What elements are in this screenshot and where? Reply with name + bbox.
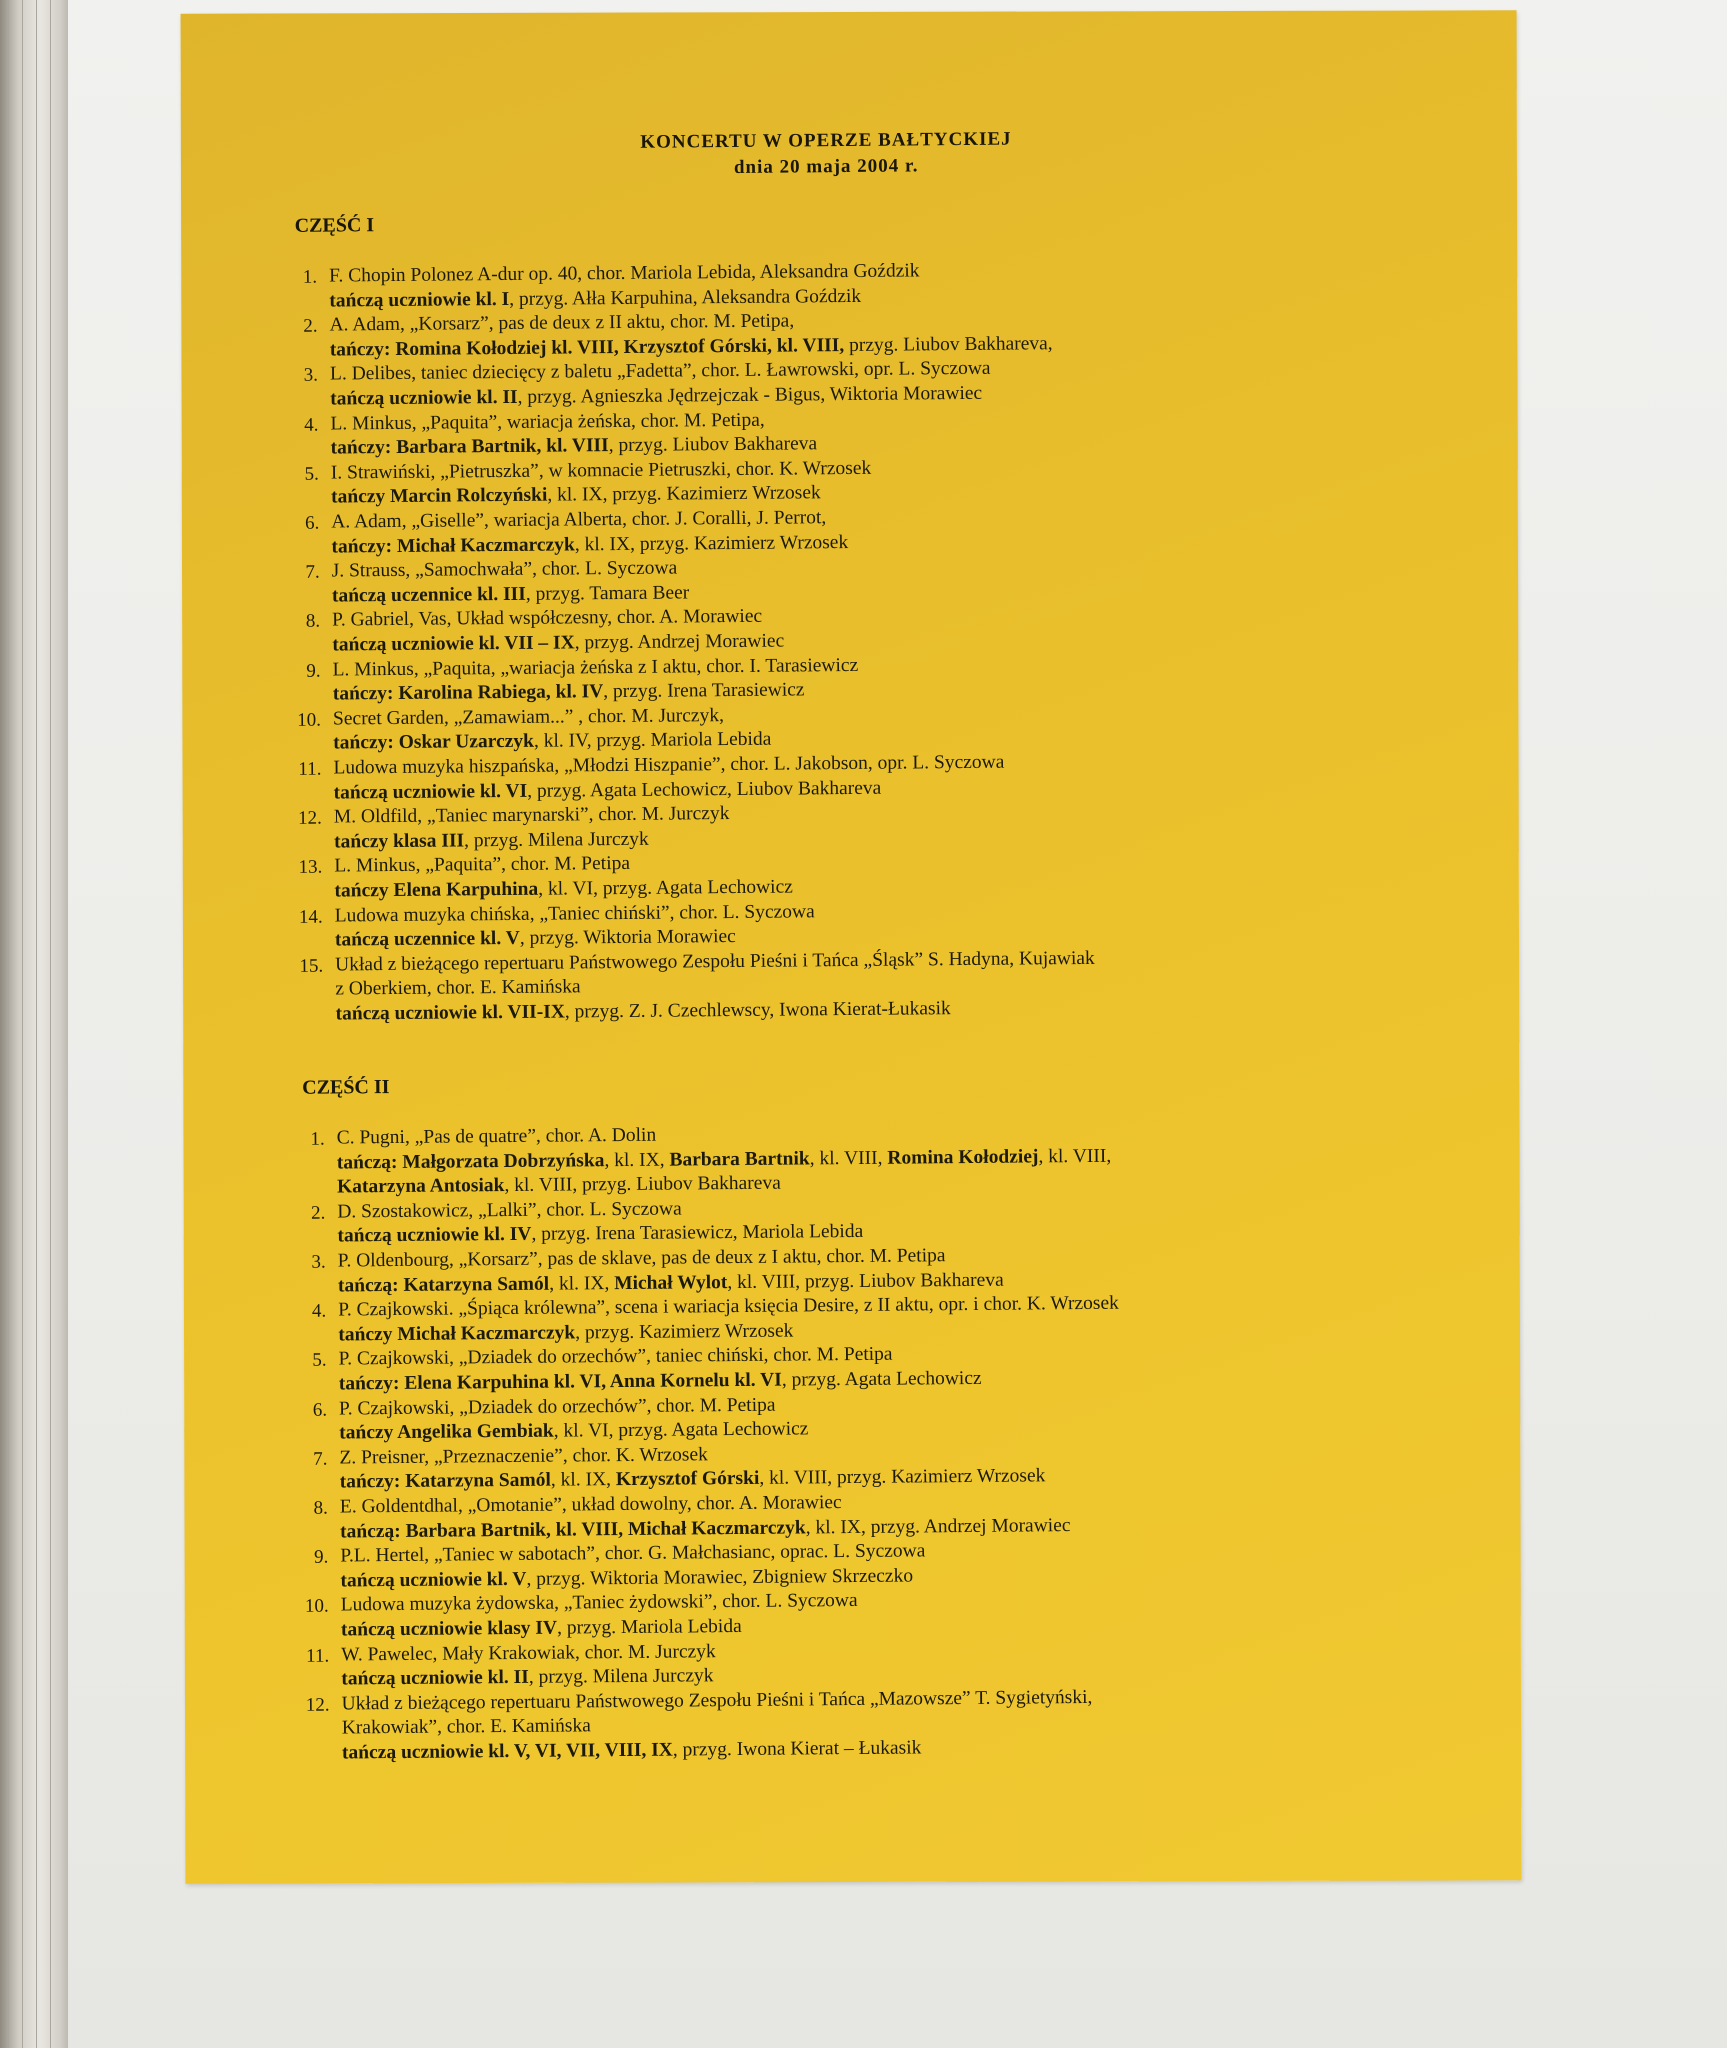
performer-text: tańczą uczennice kl. III bbox=[331, 583, 526, 607]
program-text: , kl. VIII, bbox=[809, 1147, 888, 1169]
performer-text: tańczą: Katarzyna Samól bbox=[337, 1273, 550, 1297]
program-text: , przyg. Ałła Karpuhina, Aleksandra Goździk bbox=[509, 285, 862, 310]
program-item-number: 4. bbox=[311, 1300, 327, 1322]
program-text: Układ z bieżącego repertuaru Państwowego Zespołu Pieśni i Tańca „Mazowsze” T. Sygietyński, bbox=[341, 1686, 1093, 1715]
program-text: , kl. IV, przyg. Mariola Lebida bbox=[533, 729, 772, 753]
performer-text: tańczą: Małgorzata Dobrzyńska bbox=[336, 1149, 605, 1174]
program-item-line bbox=[342, 1715, 591, 1741]
program-text: Z. Preisner, „Przeznaczenie”, chor. K. Wrzosek bbox=[339, 1444, 708, 1469]
program-text: , przyg. Z. J. Czechlewscy, Iwona Kierat-Łukasik bbox=[564, 998, 951, 1023]
program-text: Układ z bieżącego repertuaru Państwowego Zespołu Pieśni i Tańca „Śląsk” S. Hadyna, Kujawiak bbox=[335, 947, 1095, 976]
performer-text: tańczy: Karolina Rabiega, kl. IV bbox=[332, 681, 604, 705]
program-item-line bbox=[333, 728, 771, 756]
program-item-number: 9. bbox=[306, 660, 321, 682]
performer-text: tańczą uczniowie klasy IV bbox=[340, 1617, 558, 1641]
program-item-number: 13. bbox=[298, 857, 323, 879]
program-item-line bbox=[330, 408, 764, 436]
performer-text: Barbara Bartnik bbox=[669, 1147, 810, 1171]
program-text: , przyg. Agata Lechowicz bbox=[781, 1367, 982, 1391]
page-edge-line bbox=[22, 0, 23, 2048]
program-item-number: 8. bbox=[305, 611, 321, 633]
program-text: , przyg. Milena Jurczyk bbox=[528, 1665, 714, 1689]
program-item-line bbox=[334, 828, 649, 855]
program-item-line bbox=[335, 925, 736, 952]
program-item-number: 3. bbox=[303, 365, 319, 387]
program-text: Secret Garden, „Zamawiam...” , chor. M. Jurczyk, bbox=[332, 704, 725, 730]
program-item-line bbox=[331, 482, 821, 510]
program-text: , przyg. Iwona Kierat – Łukasik bbox=[672, 1737, 922, 1761]
program-text: W. Pawelec, Mały Krakowiak, chor. M. Jurczyk bbox=[341, 1640, 716, 1666]
program-text: Ludowa muzyka hiszpańska, „Młodzi Hiszpanie”, chor. L. Jakobson, opr. L. Syczowa bbox=[333, 751, 1005, 779]
program-text: , przyg. Mariola Lebida bbox=[556, 1615, 742, 1639]
performer-text: tańczą: Barbara Bartnik, kl. VIII, Michał Kaczmarczyk bbox=[339, 1517, 806, 1543]
program-text: , kl. IX, bbox=[550, 1469, 616, 1492]
program-text: D. Szostakowicz, „Lalki”, chor. L. Syczowa bbox=[337, 1198, 682, 1223]
program-item-number: 6. bbox=[304, 512, 320, 534]
program-item-line bbox=[333, 679, 805, 707]
program-item-line bbox=[341, 1615, 742, 1642]
yellow-flyer bbox=[181, 10, 1522, 1883]
program-item-line bbox=[331, 531, 848, 560]
program-item-number: 4. bbox=[304, 414, 319, 436]
performer-text: tańczą uczniowie kl. V, VI, VII, VIII, IX bbox=[341, 1739, 673, 1764]
program-text: , kl. IX, przyg. Kazimierz Wrzosek bbox=[547, 482, 821, 507]
program-item-line bbox=[332, 605, 762, 633]
performer-text: tańczą uczniowie kl. VII – IX bbox=[332, 632, 575, 656]
program-item-number: 5. bbox=[304, 463, 319, 485]
performer-text: tańczy Angelika Gembiak bbox=[339, 1420, 554, 1444]
program-item-line bbox=[335, 997, 950, 1026]
program-item-line bbox=[334, 852, 630, 879]
program-item-line bbox=[337, 1172, 781, 1200]
program-text: , kl. IX, przyg. Andrzej Morawiec bbox=[805, 1514, 1071, 1539]
program-item-line bbox=[333, 751, 1004, 781]
program-text: , kl. VI, przyg. Agata Lechowicz bbox=[538, 876, 793, 900]
program-item-number: 2. bbox=[303, 315, 318, 337]
program-item-number: 6. bbox=[312, 1399, 328, 1421]
program-text: , przyg. Tamara Beer bbox=[525, 582, 690, 605]
program-item-line bbox=[331, 506, 826, 534]
document-title: KONCERTU W OPERZE BAŁTYCKIEJ bbox=[640, 128, 1012, 153]
program-item-line bbox=[337, 1197, 682, 1224]
program-item-line bbox=[341, 1640, 716, 1667]
program-text: M. Oldfild, „Taniec marynarski”, chor. M. Jurczyk bbox=[333, 803, 730, 828]
program-text: Ludowa muzyka chińska, „Taniec chiński”, chor. L. Syczowa bbox=[334, 900, 815, 927]
program-item-line bbox=[337, 1124, 657, 1151]
performer-text: tańczy Michał Kaczmarczyk bbox=[338, 1322, 576, 1346]
performer-text: tańczy: Romina Kołodziej kl. VIII, Krzysztof Górski, kl. VIII, bbox=[329, 334, 845, 361]
performer-text: tańczy: Elena Karpuhina kl. VI, Anna Kornelu kl. VI bbox=[338, 1369, 782, 1395]
program-text: J. Strauss, „Samochwała”, chor. L. Syczowa bbox=[331, 557, 678, 582]
program-item-number: 10. bbox=[297, 709, 322, 731]
program-text: P. Oldenbourg, „Korsarz”, pas de sklave, pas de deux z I aktu, chor. M. Petipa bbox=[337, 1245, 946, 1272]
performer-text: Michał Wylot bbox=[614, 1271, 728, 1294]
program-item-number: 15. bbox=[299, 955, 324, 977]
program-item-number: 3. bbox=[311, 1251, 326, 1273]
program-text: P. Czajkowski, „Dziadek do orzechów”, chor. M. Petipa bbox=[338, 1394, 776, 1420]
program-text: P. Czajkowski, „Dziadek do orzechów”, taniec chiński, chor. M. Petipa bbox=[338, 1344, 893, 1370]
program-text: L. Minkus, „Paquita, „wariacja żeńska z I aktu, chor. I. Tarasiewicz bbox=[332, 654, 859, 681]
program-item-line bbox=[334, 802, 730, 829]
program-text: , przyg. Kazimierz Wrzosek bbox=[575, 1320, 794, 1344]
program-text: L. Delibes, taniec dziecięcy z baletu „Fadetta”, chor. L. Ławrowski, opr. L. Syczowa bbox=[329, 358, 991, 385]
program-item-line bbox=[341, 1589, 858, 1618]
program-item-line bbox=[332, 581, 690, 608]
program-item-line bbox=[342, 1736, 922, 1765]
page-edge-line bbox=[50, 0, 51, 2048]
program-text: , przyg. Irena Tarasiewicz, Mariola Lebida bbox=[531, 1221, 864, 1246]
program-text: P.L. Hertel, „Taniec w sabotach”, chor. G. Małchasianc, oprac. L. Syczowa bbox=[340, 1540, 926, 1567]
program-item-number: 14. bbox=[298, 906, 323, 928]
performer-text: tańczą uczniowie kl. II bbox=[341, 1667, 529, 1690]
program-item-number: 12. bbox=[305, 1694, 330, 1716]
performer-text: tańczą uczniowie kl. VI bbox=[333, 780, 528, 804]
program-item-line bbox=[340, 1491, 842, 1519]
section-heading: CZĘŚĆ I bbox=[294, 214, 375, 237]
program-item-number: 2. bbox=[310, 1202, 326, 1224]
program-text: , kl. VIII, przyg. Kazimierz Wrzosek bbox=[759, 1465, 1046, 1490]
program-item-line bbox=[335, 900, 815, 928]
program-item-line bbox=[329, 310, 794, 338]
program-item-line bbox=[335, 976, 581, 1002]
program-item-line bbox=[339, 1443, 708, 1470]
program-item-number: 1. bbox=[310, 1128, 325, 1150]
program-text: , kl. VIII, przyg. Liubov Bakhareva bbox=[727, 1269, 1004, 1293]
performer-text: tańczą uczniowie kl. I bbox=[329, 288, 510, 312]
program-text: , przyg. Agnieszka Jędrzejczak - Bigus, Wiktoria Morawiec bbox=[517, 382, 983, 408]
program-text: A. Adam, „Korsarz”, pas de deux z II aktu, chor. M. Petipa, bbox=[329, 310, 795, 336]
program-item-number: 5. bbox=[312, 1349, 327, 1372]
performer-text: tańczą uczennice kl. V bbox=[334, 928, 520, 951]
program-text: Krakowiak”, chor. E. Kamińska bbox=[341, 1715, 591, 1739]
program-item-line bbox=[339, 1393, 776, 1421]
binder-edge bbox=[0, 0, 72, 2048]
program-text: z Oberkiem, chor. E. Kamińska bbox=[335, 976, 581, 1000]
program-text: przyg. Liubov Bakhareva, bbox=[844, 332, 1053, 356]
program-text: , kl. VIII, przyg. Liubov Bakhareva bbox=[504, 1172, 781, 1197]
program-item-line bbox=[332, 557, 678, 584]
performer-text: tańczy: Oskar Uzarczyk bbox=[333, 731, 535, 754]
program-item-line bbox=[334, 776, 882, 805]
program-item-number: 8. bbox=[313, 1497, 328, 1519]
performer-text: tańczy Marcin Rolczyński bbox=[330, 485, 548, 508]
performer-text: tańczy: Katarzyna Samól bbox=[339, 1470, 551, 1493]
program-item-number: 11. bbox=[298, 758, 322, 780]
program-text: , przyg. Andrzej Morawiec bbox=[574, 630, 785, 654]
program-text: I. Strawiński, „Pietruszka”, w komnacie Pietruszki, chor. K. Wrzosek bbox=[330, 457, 872, 484]
performer-text: tańczą uczniowie kl. IV bbox=[337, 1224, 532, 1247]
performer-text: Krzysztof Górski bbox=[615, 1468, 760, 1491]
program-text: , kl. IX, bbox=[549, 1272, 615, 1295]
program-text: , kl. VI, przyg. Agata Lechowicz bbox=[553, 1418, 809, 1442]
program-text: Ludowa muzyka żydowska, „Taniec żydowski”, chor. L. Syczowa bbox=[340, 1590, 858, 1616]
program-item-number: 10. bbox=[304, 1595, 329, 1618]
page-edge-line bbox=[36, 0, 37, 2048]
program-item-number: 9. bbox=[313, 1546, 329, 1568]
performer-text: tańczy: Barbara Bartnik, kl. VIII bbox=[330, 435, 609, 459]
performer-text: tańczą uczniowie kl. II bbox=[330, 386, 518, 410]
program-text: , przyg. Irena Tarasiewicz bbox=[603, 679, 805, 703]
program-item-number: 7. bbox=[313, 1448, 328, 1470]
program-text: L. Minkus, „Paquita”, wariacja żeńska, chor. M. Petipa, bbox=[330, 409, 765, 435]
program-text: P. Gabriel, Vas, Układ współczesny, chor. A. Morawiec bbox=[332, 606, 763, 631]
page-edge-line bbox=[8, 0, 9, 2048]
program-text: , przyg. Wiktoria Morawiec bbox=[519, 926, 736, 950]
performer-text: Romina Kołodziej bbox=[887, 1145, 1039, 1169]
program-text: E. Goldentdhal, „Omotanie”, układ dowolny, chor. A. Morawiec bbox=[339, 1492, 842, 1518]
program-text: P. Czajkowski. „Śpiąca królewna”, scena i wariacja księcia Desire, z II aktu, opr. i chor. K. Wrzosek bbox=[338, 1292, 1119, 1321]
performer-text: tańczą uczniowie kl. VII-IX bbox=[335, 1001, 565, 1025]
program-item-number: 1. bbox=[302, 266, 318, 288]
program-text: C. Pugni, „Pas de quatre”, chor. A. Dolin bbox=[336, 1124, 657, 1149]
program-item-line bbox=[334, 875, 793, 903]
program-text: , kl. IX, przyg. Kazimierz Wrzosek bbox=[574, 531, 849, 555]
program-item-line bbox=[333, 704, 724, 731]
performer-text: tańczy klasa III bbox=[333, 830, 465, 853]
performer-text: Katarzyna Antosiak bbox=[336, 1175, 505, 1198]
program-item-line bbox=[339, 1367, 982, 1397]
program-text: F. Chopin Polonez A-dur op. 40, chor. Mariola Lebida, Aleksandra Goździk bbox=[329, 260, 920, 287]
program-text: , kl. VIII, bbox=[1038, 1145, 1112, 1167]
program-text: , kl. IX, bbox=[604, 1149, 670, 1171]
program-text: , przyg. Liubov Bakhareva bbox=[608, 433, 818, 457]
section-heading: CZĘŚĆ II bbox=[302, 1076, 390, 1099]
performer-text: tańczą uczniowie kl. V bbox=[340, 1568, 527, 1592]
program-text: , przyg. Agata Lechowicz, Liubov Bakhareva bbox=[527, 777, 882, 802]
performer-text: tańczy: Michał Kaczmarczyk bbox=[331, 533, 575, 558]
program-item-line bbox=[331, 432, 818, 460]
program-item-line bbox=[341, 1686, 1092, 1717]
program-item-number: 12. bbox=[298, 807, 322, 830]
program-text: L. Minkus, „Paquita”, chor. M. Petipa bbox=[334, 853, 631, 877]
program-item-line bbox=[338, 1319, 793, 1347]
program-item-line bbox=[330, 382, 982, 412]
program-item-line bbox=[339, 1418, 808, 1446]
program-item-number: 7. bbox=[305, 561, 320, 583]
flyer-content bbox=[175, 6, 1527, 1888]
performer-text: tańczy Elena Karpuhina bbox=[334, 878, 539, 902]
program-item-line bbox=[341, 1664, 713, 1691]
program-item-line bbox=[332, 630, 784, 658]
program-item-line bbox=[340, 1514, 1071, 1544]
document-date: dnia 20 maja 2004 r. bbox=[733, 155, 919, 178]
program-text: A. Adam, „Giselle”, wariacja Alberta, chor. J. Coralli, J. Perrot, bbox=[331, 507, 827, 533]
program-item-line bbox=[340, 1465, 1046, 1495]
program-text: , przyg. Milena Jurczyk bbox=[463, 828, 649, 852]
program-text: , przyg. Wiktoria Morawiec, Zbigniew Skrzeczko bbox=[526, 1565, 914, 1590]
program-item-number: 11. bbox=[306, 1645, 330, 1667]
